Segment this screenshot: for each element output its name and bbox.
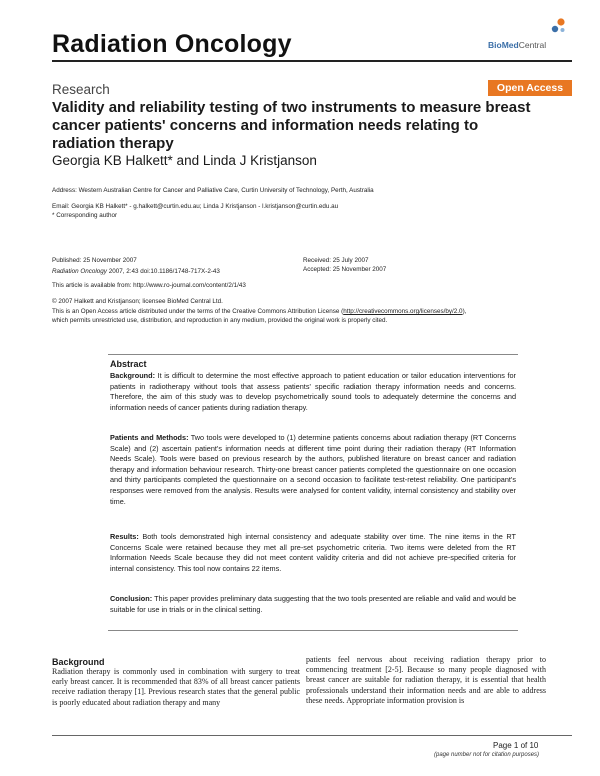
license-line: This is an Open Access article distributed under the terms of the Creative Commons Attribution License (http://creativecommons.org/licenses/by/2.0), [52, 308, 467, 315]
license-line: which permits unrestricted use, distribution, and reproduction in any medium, provided the original work is properly cited. [52, 317, 388, 324]
paper-title-line: cancer patients' concerns and information needs relating to [52, 117, 479, 134]
authors: Georgia KB Halkett* and Linda J Kristjanson [52, 153, 317, 168]
journal-title: Radiation Oncology [52, 30, 292, 58]
paper-title-line: Validity and reliability testing of two instruments to measure breast [52, 99, 531, 116]
abstract-methods: Patients and Methods: Two tools were developed to (1) determine patients concerns about radiation therapy (RT Concerns Scale) and (2) ascertain patient's information needs at different time point during their radiation therapy (RT Information Needs Scale). Tools were based on previous research by the authors, published literature on breast cancer and radiation therapy and information behaviour research. Thirty-one breast cancer patients completed the questionnaire on one occasion and thirty participants completed the questionnaire on a second occasion to facilitate test-retest reliability. One participant's responses were removed from the analysis. Results were analysed for content validity, internal consistency and stability over time. [110, 433, 516, 506]
abstract-background: Background: It is difficult to determine the most effective approach to patient education or tailor education interventions for patients in radiotherapy without tools that assess patients' specific radiation therapy information needs and concerns. Therefore, the aim of this study was to develop psychometrically sound tools to adequately determine the concerns and information needs of cancer patients during radiation therapy. [110, 371, 516, 412]
citation: Radiation Oncology 2007, 2:43 doi:10.1186/1748-717X-2-43 [52, 268, 220, 275]
author-address: Address: Western Australian Centre for Cancer and Palliative Care, Curtin University of Technology, Perth, Australia [52, 187, 374, 194]
section-label: Research [52, 82, 110, 97]
published-date: Published: 25 November 2007 [52, 257, 137, 264]
biomed-central-logo [488, 16, 568, 56]
abstract-conclusion: Conclusion: This paper provides preliminary data suggesting that the two tools presented are reliable and valid and would be suitable for use in trials or in the clinical setting. [110, 594, 516, 614]
biomed-central-wordmark: BioMedCentral [488, 40, 547, 50]
page-number: Page 1 of 10 [493, 741, 539, 750]
abstract-heading: Abstract [110, 359, 147, 369]
biomed-central-mark-icon [550, 16, 566, 34]
accepted-date: Accepted: 25 November 2007 [303, 266, 387, 273]
corresponding-author-note: * Corresponding author [52, 212, 118, 219]
license-link[interactable]: http://creativecommons.org/licenses/by/2.0 [343, 308, 463, 315]
abstract-bottom-rule [108, 630, 518, 631]
body-column-right: patients feel nervous about receiving radiation therapy prior to commencing treatment [2-5]. Because so many people diagnosed with breast cancer are suitable for radiation therapy, it is essential that health professionals understand their information needs and are able to address these needs. Appropriate information provision is [306, 655, 546, 705]
page-number-note: (page number not for citation purposes) [434, 752, 540, 758]
author-emails[interactable]: Email: Georgia KB Halkett* - g.halkett@curtin.edu.au; Linda J Kristjanson - l.kristjanson@curtin.edu.au [52, 203, 339, 210]
paper-title-line: radiation therapy [52, 135, 174, 152]
paper-title [52, 99, 552, 153]
body-column-left: Radiation therapy is commonly used in combination with surgery to treat early breast cancer. It is recommended that 83% of all breast cancer patients receive radiation therapy [1]. Previous research states that the general public is poorly educated about radiation therapy and many [52, 667, 300, 707]
copyright-notice: © 2007 Halkett and Kristjanson; licensee BioMed Central Ltd. [52, 298, 223, 305]
open-access-badge: Open Access [488, 80, 572, 96]
received-date: Received: 25 July 2007 [303, 257, 369, 264]
footer-rule [52, 735, 572, 736]
abstract-results: Results: Both tools demonstrated high internal consistency and adequate stability over time. The nine items in the RT Concerns Scale were retained because they met all pre-set psychometric criteria. Two items were deleted from the RT Information Needs Scale because they did not meet content validity criteria and did not achieve pre-specified criteria for internal consistency. This tool now contains 22 items. [110, 532, 516, 573]
article-url[interactable]: This article is available from: http://www.ro-journal.com/content/2/1/43 [52, 282, 246, 289]
background-heading: Background [52, 657, 105, 667]
abstract-top-rule [108, 354, 518, 355]
header-rule [52, 60, 572, 62]
